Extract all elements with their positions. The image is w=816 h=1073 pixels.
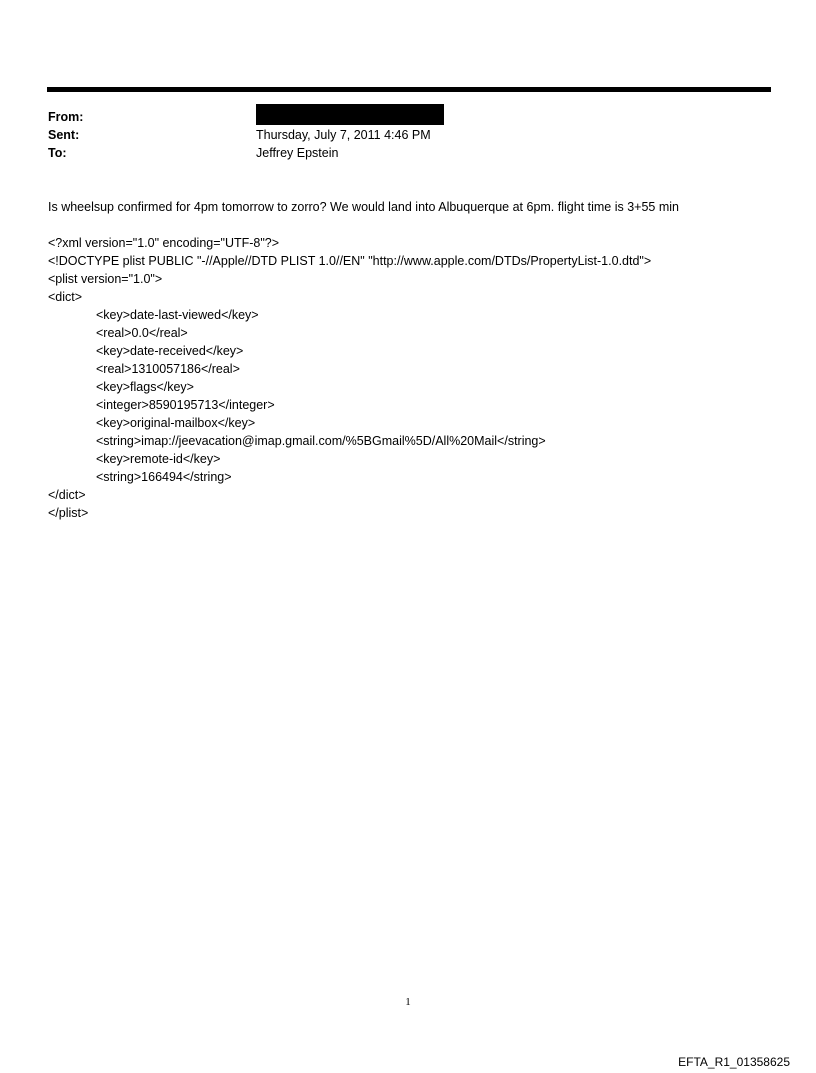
xml-line: <dict> xyxy=(48,290,83,304)
xml-line: <key>flags</key> xyxy=(96,380,194,394)
xml-line: <integer>8590195713</integer> xyxy=(96,398,275,412)
sent-label: Sent: xyxy=(48,128,80,142)
sent-value: Thursday, July 7, 2011 4:46 PM xyxy=(256,128,431,142)
xml-line: <key>original-mailbox</key> xyxy=(96,416,256,430)
xml-line: <key>date-last-viewed</key> xyxy=(96,308,259,322)
xml-line: <key>remote-id</key> xyxy=(96,452,221,466)
to-value: Jeffrey Epstein xyxy=(256,146,339,160)
xml-line: <plist version="1.0"> xyxy=(48,272,163,286)
xml-line: </dict> xyxy=(48,488,86,502)
sent-row xyxy=(48,126,748,144)
email-header xyxy=(48,108,748,162)
header-rule xyxy=(47,87,771,92)
xml-line: <key>date-received</key> xyxy=(96,344,244,358)
xml-line: <string>166494</string> xyxy=(96,470,232,484)
from-value xyxy=(256,108,748,126)
to-row xyxy=(48,144,748,162)
from-row xyxy=(48,108,748,126)
message-body: Is wheelsup confirmed for 4pm tomorrow to zorro? We would land into Albuquerque at 6pm. flight time is 3+55 min xyxy=(48,200,679,214)
xml-line: <real>1310057186</real> xyxy=(96,362,240,376)
xml-line: <!DOCTYPE plist PUBLIC "-//Apple//DTD PLIST 1.0//EN" "http://www.apple.com/DTDs/PropertyList-1.0.dtd"> xyxy=(48,254,652,268)
xml-line: <?xml version="1.0" encoding="UTF-8"?> xyxy=(48,236,280,250)
xml-line: <real>0.0</real> xyxy=(96,326,188,340)
to-label: To: xyxy=(48,146,67,160)
xml-line: <string>imap://jeevacation@imap.gmail.com/%5BGmail%5D/All%20Mail</string> xyxy=(96,434,546,448)
xml-block xyxy=(48,234,788,522)
bates-number: EFTA_R1_01358625 xyxy=(678,1055,790,1069)
page-number: 1 xyxy=(405,996,411,1008)
from-label: From: xyxy=(48,110,84,124)
redaction-block xyxy=(256,104,444,125)
xml-line: </plist> xyxy=(48,506,89,520)
